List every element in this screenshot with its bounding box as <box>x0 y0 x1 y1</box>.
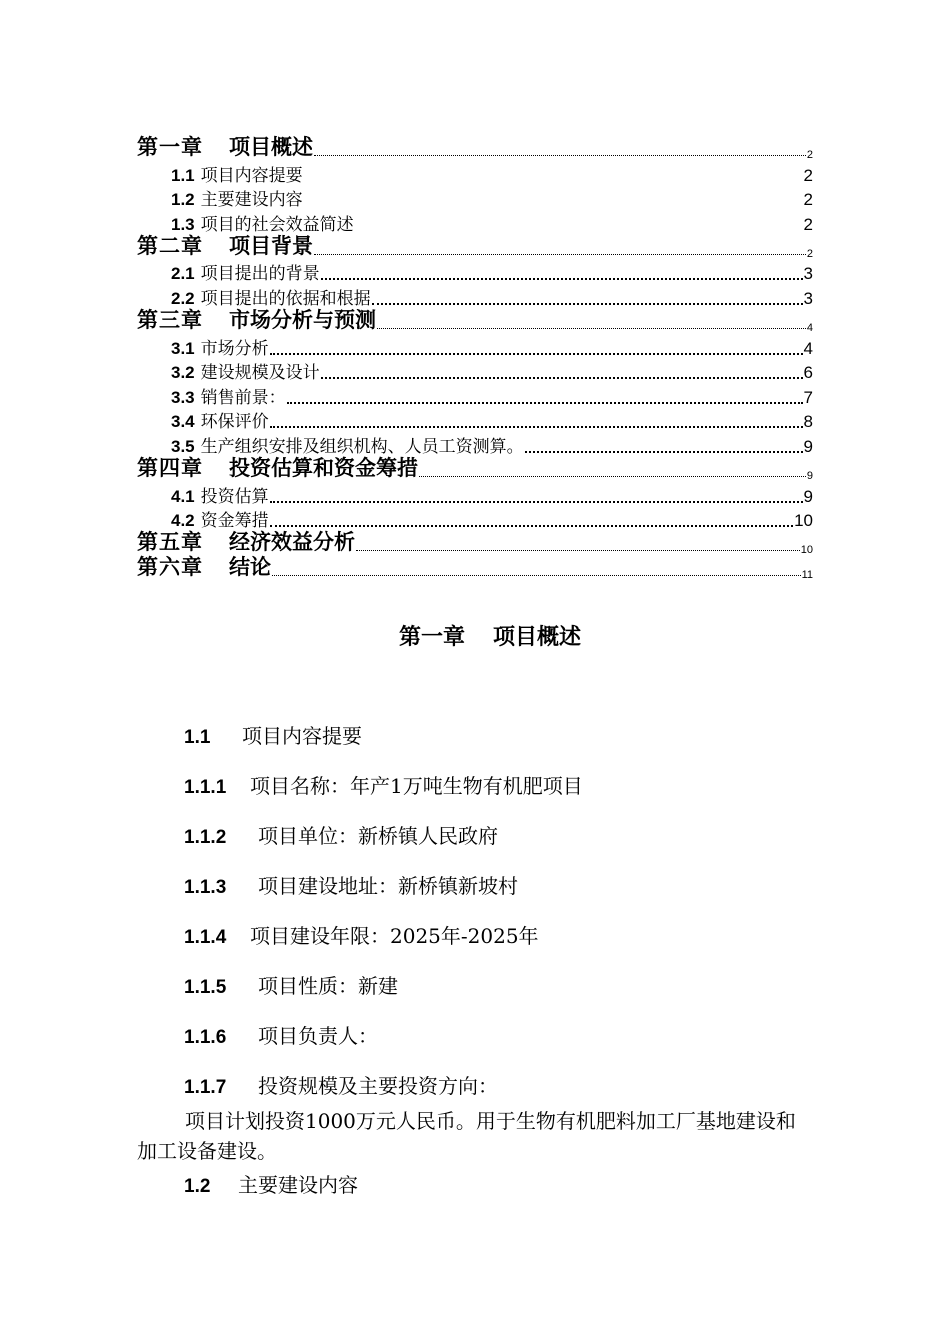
toc-dot-leader <box>356 544 800 551</box>
toc-page-number: 4 <box>806 321 813 334</box>
toc-section-entry[interactable] <box>137 334 813 359</box>
toc-page-number: 9 <box>806 469 813 482</box>
toc-entry-title: 项目背景 <box>229 233 313 258</box>
toc-chapter-entry[interactable] <box>137 136 813 161</box>
toc-entry-title: 市场分析 <box>200 338 269 359</box>
project-summary-item <box>184 820 498 849</box>
toc-dot-leader <box>272 569 801 576</box>
toc-entry-number: 第三章 <box>137 307 203 332</box>
toc-entry-number: 第六章 <box>137 555 203 580</box>
toc-section-entry[interactable] <box>137 482 813 507</box>
toc-page-number: 4 <box>803 338 813 358</box>
toc-entry-number: 4.2 <box>171 511 195 531</box>
toc-entry-title: 销售前景： <box>200 387 286 408</box>
toc-page-number: 3 <box>803 288 813 308</box>
section-heading-1-1 <box>184 720 362 749</box>
toc-entry-number: 2.2 <box>171 288 195 308</box>
item-number: 1.1.7 <box>184 1077 227 1098</box>
toc-entry-number: 2.1 <box>171 264 195 284</box>
item-text: 项目名称：年产1万吨生物有机肥项目 <box>250 774 583 798</box>
toc-dot-leader <box>377 322 806 329</box>
toc-page-number: 2 <box>803 190 813 210</box>
toc-dot-leader <box>287 394 803 404</box>
toc-entry-number: 4.1 <box>171 486 195 506</box>
item-number: 1.1.1 <box>184 777 227 798</box>
item-number: 1.1.5 <box>184 977 227 998</box>
toc-entry-number: 1.1 <box>171 165 195 185</box>
project-summary-item <box>184 770 583 799</box>
project-summary-item <box>184 1020 378 1049</box>
toc-dot-leader <box>372 295 803 305</box>
toc-section-entry[interactable] <box>137 260 813 285</box>
item-number: 1.1.6 <box>184 1027 227 1048</box>
toc-dot-leader <box>270 345 803 355</box>
toc-chapter-entry[interactable] <box>137 556 813 581</box>
item-number: 1.1.2 <box>184 827 227 848</box>
toc-page-number: 10 <box>794 511 813 531</box>
toc-page-number: 11 <box>801 569 813 582</box>
toc-entry-number: 第五章 <box>137 530 203 555</box>
toc-dot-leader <box>419 470 806 477</box>
toc-section-entry[interactable] <box>137 359 813 384</box>
toc-page-number: 2 <box>803 165 813 185</box>
toc-entry-title: 建设规模及设计 <box>200 363 320 384</box>
toc-page-number: 9 <box>803 436 813 456</box>
toc-entry-title: 结论 <box>229 555 271 580</box>
item-number: 1.1.3 <box>184 877 227 898</box>
project-summary-item <box>184 1070 498 1099</box>
item-text: 项目性质：新建 <box>258 974 398 998</box>
toc-entry-title: 市场分析与预测 <box>229 307 376 332</box>
project-summary-item <box>184 920 539 949</box>
toc-section-entry[interactable] <box>137 186 813 211</box>
toc-dot-leader <box>314 248 806 255</box>
item-text: 项目单位：新桥镇人民政府 <box>258 824 498 848</box>
item-text: 项目建设地址：新桥镇新坡村 <box>258 874 518 898</box>
toc-dot-leader <box>321 369 803 379</box>
toc-entry-title: 项目提出的背景 <box>200 264 320 285</box>
toc-entry-title: 项目的社会效益简述 <box>200 214 354 235</box>
toc-entry-number: 3.5 <box>171 436 195 456</box>
toc-page-number: 2 <box>806 247 813 260</box>
item-text: 项目负责人： <box>258 1024 378 1048</box>
toc-page-number: 7 <box>803 387 813 407</box>
section-title: 项目内容提要 <box>242 724 362 748</box>
project-summary-item <box>184 870 518 899</box>
toc-page-number: 8 <box>803 412 813 432</box>
toc-entry-title: 经济效益分析 <box>229 530 355 555</box>
toc-entry-title: 项目提出的依据和根据 <box>200 288 371 309</box>
toc-entry-title: 资金筹措 <box>200 511 269 532</box>
toc-entry-number: 第一章 <box>137 135 203 159</box>
toc-dot-leader <box>270 493 803 503</box>
toc-entry-title: 投资估算 <box>200 486 269 507</box>
toc-entry-number: 3.4 <box>171 412 195 432</box>
item-text: 项目建设年限：2025年-2025年 <box>250 924 539 948</box>
toc-page-number: 6 <box>803 363 813 383</box>
chapter-title: 项目概述 <box>493 625 582 650</box>
toc-page-number: 10 <box>800 544 813 557</box>
item-text: 投资规模及主要投资方向： <box>258 1074 498 1098</box>
toc-chapter-entry[interactable] <box>137 309 813 334</box>
toc-entry-title: 生产组织安排及组织机构、人员工资测算。 <box>200 436 524 457</box>
chapter-number: 第一章 <box>398 625 465 650</box>
toc-entry-number: 1.3 <box>171 214 195 234</box>
section-number: 1.2 <box>184 1176 211 1197</box>
toc-entry-number: 3.1 <box>171 338 195 358</box>
toc-entry-title: 项目概述 <box>229 135 313 159</box>
toc-entry-title: 投资估算和资金筹措 <box>229 455 418 480</box>
chapter-heading <box>0 620 950 651</box>
toc-entry-number: 第二章 <box>137 233 203 258</box>
toc-page-number: 3 <box>803 264 813 284</box>
toc-entry-number: 1.2 <box>171 190 195 210</box>
section-number: 1.1 <box>184 727 211 748</box>
item-number: 1.1.4 <box>184 927 227 948</box>
toc-chapter-entry[interactable] <box>137 457 813 482</box>
toc-dot-leader <box>525 443 803 453</box>
toc-entry-number: 3.3 <box>171 387 195 407</box>
toc-page-number: 9 <box>803 486 813 506</box>
toc-dot-leader <box>314 149 806 156</box>
section-title: 主要建设内容 <box>238 1173 358 1197</box>
investment-paragraph: 项目计划投资1000万元人民币。用于生物有机肥料加工厂基地建设和加工设备建设。 <box>137 1109 796 1163</box>
toc-entry-number: 第四章 <box>137 455 203 480</box>
toc-section-entry[interactable] <box>137 408 813 433</box>
toc-entry-title: 环保评价 <box>200 412 269 433</box>
toc-page-number: 2 <box>803 214 813 234</box>
project-summary-item <box>184 970 398 999</box>
toc-dot-leader <box>321 270 803 280</box>
table-of-contents <box>137 136 813 581</box>
toc-entry-title: 主要建设内容 <box>200 190 303 211</box>
toc-entry-title: 项目内容提要 <box>200 165 303 186</box>
toc-entry-number: 3.2 <box>171 363 195 383</box>
toc-section-entry[interactable] <box>137 383 813 408</box>
toc-section-entry[interactable] <box>137 161 813 186</box>
toc-dot-leader <box>270 418 803 428</box>
toc-page-number: 2 <box>806 149 813 161</box>
section-heading-1-2 <box>184 1169 358 1198</box>
toc-chapter-entry[interactable] <box>137 235 813 260</box>
